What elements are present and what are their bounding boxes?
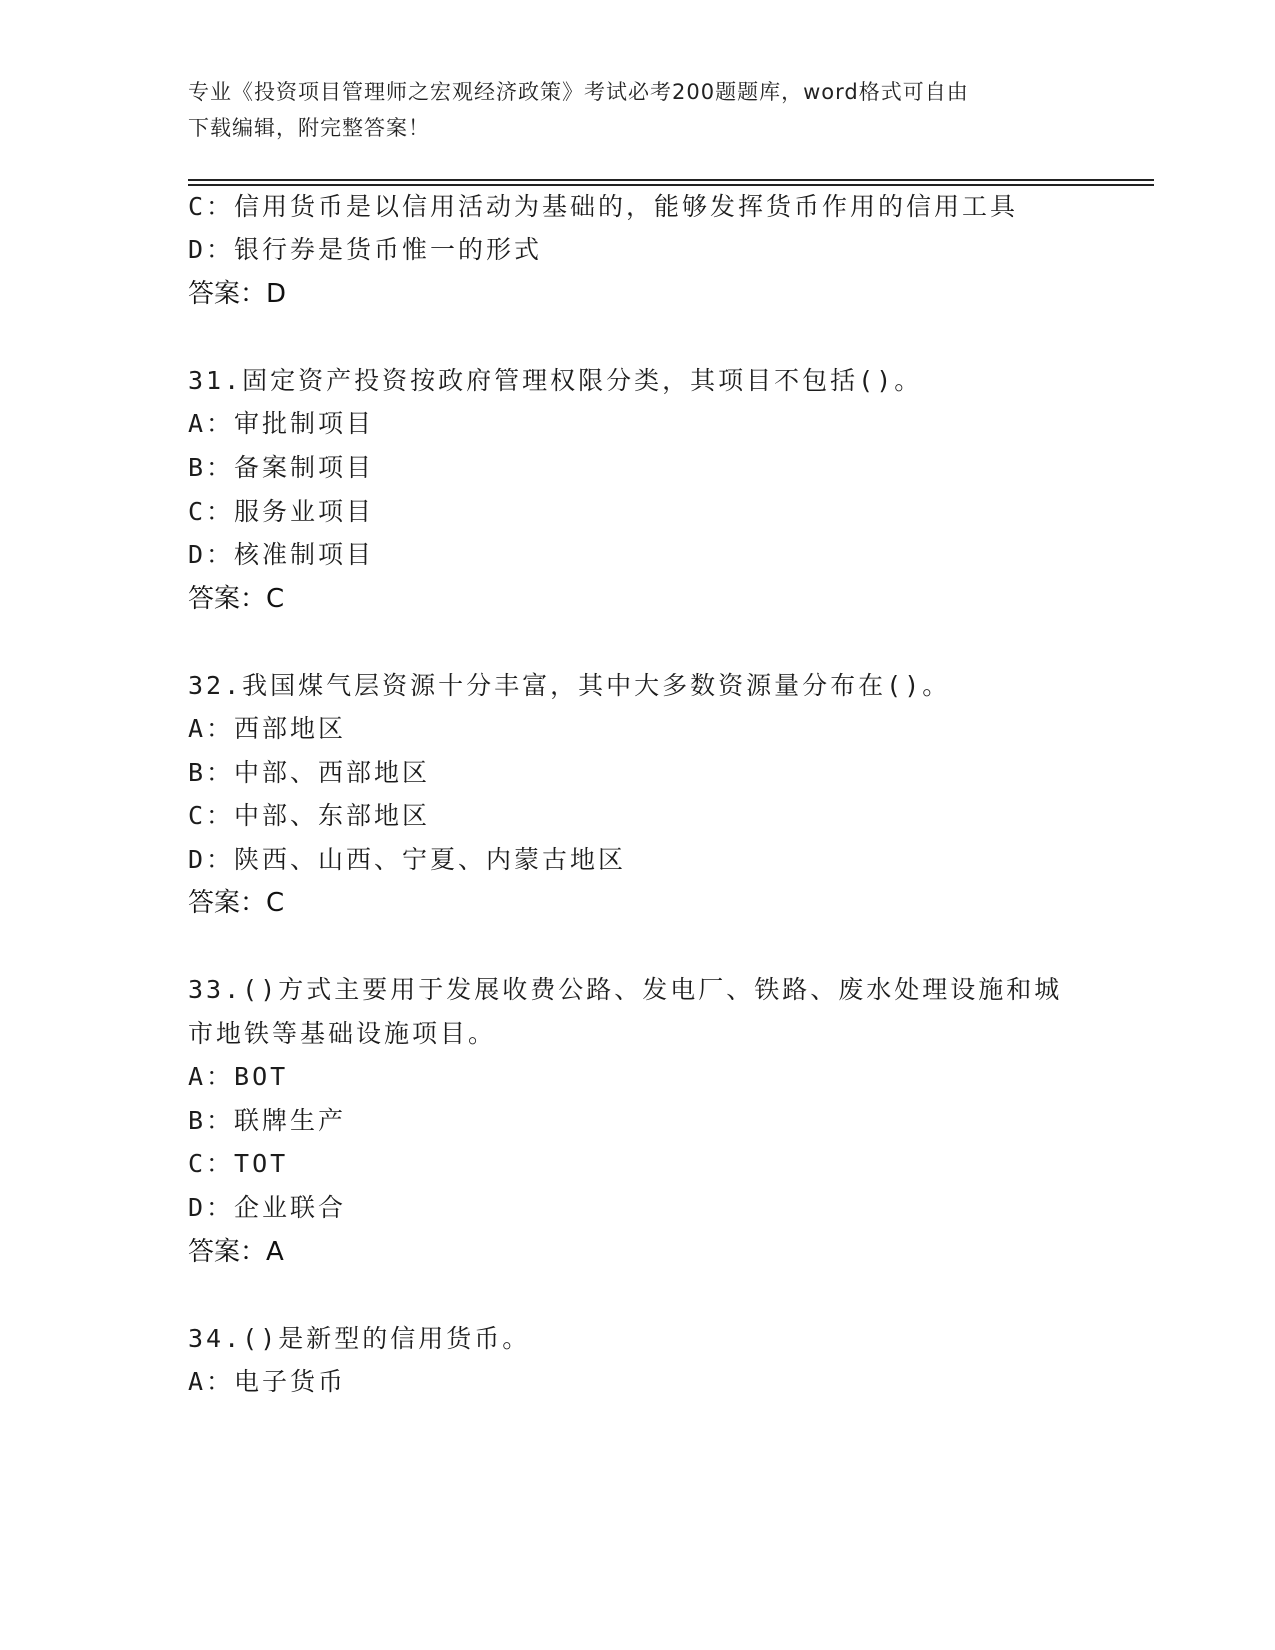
q34-stem: 34.()是新型的信用货币。 xyxy=(188,1324,531,1353)
q33-option-d: D：企业联合 xyxy=(188,1193,347,1222)
q31-option-c: C：服务业项目 xyxy=(188,497,375,526)
q32-stem: 32.我国煤气层资源十分丰富，其中大多数资源量分布在()。 xyxy=(188,671,951,700)
q32-option-d: D：陕西、山西、宁夏、内蒙古地区 xyxy=(188,845,627,874)
q31-stem: 31.固定资产投资按政府管理权限分类，其项目不包括()。 xyxy=(188,366,923,395)
q33-answer: 答案：A xyxy=(188,1237,284,1267)
q31-answer: 答案：C xyxy=(188,584,285,614)
q32-option-b: B：中部、西部地区 xyxy=(188,758,431,787)
document-header xyxy=(188,74,1088,146)
q33-option-a: A：BOT xyxy=(188,1062,289,1091)
q31-option-d: D：核准制项目 xyxy=(188,540,375,569)
q32-option-c: C：中部、东部地区 xyxy=(188,801,431,830)
prev-option-d: D：银行券是货币惟一的形式 xyxy=(188,235,543,264)
prev-answer: 答案：D xyxy=(188,279,287,309)
q34-option-a: A：电子货币 xyxy=(188,1367,347,1396)
header-line-2: 下载编辑，附完整答案！ xyxy=(188,116,430,140)
header-divider-bottom xyxy=(188,184,1154,186)
q31-option-b: B：备案制项目 xyxy=(188,453,375,482)
q33-option-b: B：联牌生产 xyxy=(188,1106,347,1135)
q33-stem-line-2: 市地铁等基础设施项目。 xyxy=(188,1019,497,1048)
q32-option-a: A：西部地区 xyxy=(188,714,347,743)
q31-option-a: A：审批制项目 xyxy=(188,409,375,438)
q33-option-c: C：TOT xyxy=(188,1149,289,1178)
q32-answer: 答案：C xyxy=(188,888,285,918)
q33-stem-line-1: 33.()方式主要用于发展收费公路、发电厂、铁路、废水处理设施和城 xyxy=(188,975,1063,1004)
prev-option-c: C：信用货币是以信用活动为基础的，能够发挥货币作用的信用工具 xyxy=(188,192,1019,221)
header-line-1: 专业《投资项目管理师之宏观经济政策》考试必考200题题库，word格式可自由 xyxy=(188,80,969,104)
header-divider-top xyxy=(188,179,1154,181)
